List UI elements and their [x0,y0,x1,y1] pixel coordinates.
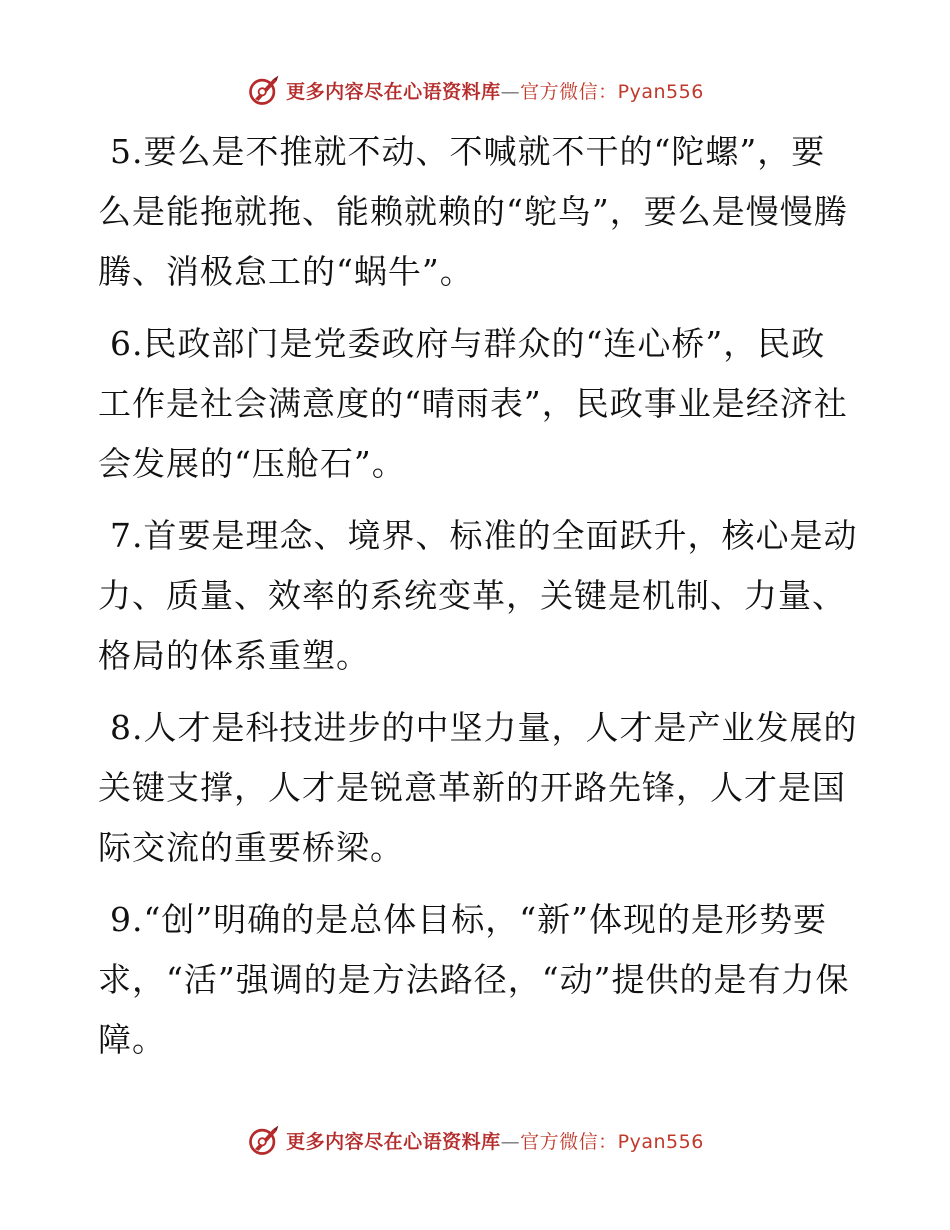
paragraph-item-8: 8.人才是科技进步的中坚力量，人才是产业发展的关键支撑，人才是锐意革新的开路先锋，人才是国际交流的重要桥梁。 [98,708,858,867]
paragraph-item-5: 5.要么是不推就不动、不喊就不干的“陀螺”，要么是能拖就拖、能赖就赖的“鸵鸟”，要么是慢慢腾腾、消极怠工的“蜗牛”。 [98,132,848,291]
footer-text [286,1127,704,1154]
header-banner [0,70,950,110]
paragraph-item-9: 9.“创”明确的是总体目标，“新”体现的是形势要求，“活”强调的是方法路径，“动”提供的是有力保障。 [98,900,850,1059]
footer-banner [0,1120,950,1160]
paragraph-item-7: 7.首要是理念、境界、标准的全面跃升，核心是动力、质量、效率的系统变革，关键是机制、力量、格局的体系重塑。 [98,516,858,675]
footer-dash: — [500,1130,521,1153]
document-body [98,122,858,1082]
header-text [286,77,704,104]
quill-pen-logo-icon [246,1122,282,1158]
paragraph-item-6: 6.民政部门是党委政府与群众的“连心桥”，民政工作是社会满意度的“晴雨表”，民政事业是经济社会发展的“压舱石”。 [98,324,848,483]
header-wechat: 官方微信：Pyan556 [520,80,704,103]
footer-brand: 更多内容尽在心语资料库 [286,1130,501,1153]
footer-wechat: 官方微信：Pyan556 [520,1130,704,1153]
header-dash: — [500,80,521,103]
quill-pen-logo-icon [246,72,282,108]
header-brand: 更多内容尽在心语资料库 [286,80,501,103]
